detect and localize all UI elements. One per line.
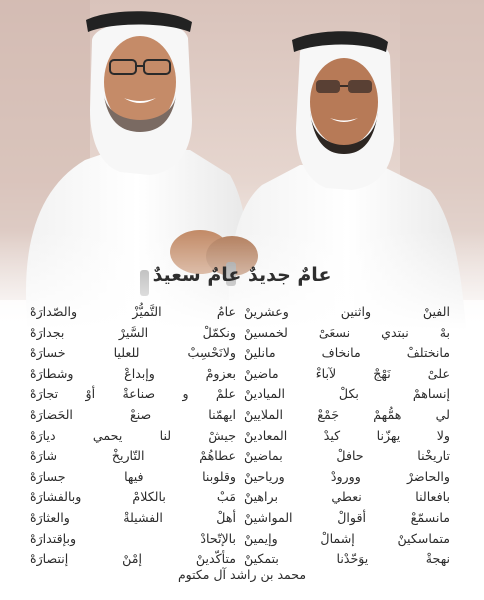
poem-second-hemistich: ونكمّلْ السَّيرْ بجدارَهْ xyxy=(30,324,236,340)
poem-second-hemistich: جيشْ لنا يحمي ديارَهْ xyxy=(30,427,236,443)
poem-second-hemistich: بالإتّحادْ وبإقتدارَهْ xyxy=(30,530,236,546)
poem-second-hemistich: وقلوبنا فيها جسارَهْ xyxy=(30,468,236,484)
poem-first-hemistich: مانختلفْ مانخاف مانلينْ xyxy=(244,345,450,361)
poem-first-hemistich: مانسمّعْ أقوالْ المواشينْ xyxy=(244,509,450,525)
poem-first-hemistich: والحاضرْ وورودْ ورياحينْ xyxy=(244,468,450,484)
poem-couplet xyxy=(20,446,464,467)
poem-second-hemistich: ولانَحْسِبْ للعليا خسارَهْ xyxy=(30,345,236,361)
poem-couplet xyxy=(20,405,464,426)
poet-signature: محمد بن راشد آل مكتوم xyxy=(177,567,307,582)
poem-couplet xyxy=(20,487,464,508)
poem-second-hemistich: عطاهُمْ التّاريخْ شارَهْ xyxy=(30,448,236,464)
poem-couplet xyxy=(20,508,464,529)
greeting-title: عامٌ جديدٌ عامٌ سعيدٌ xyxy=(152,264,332,286)
poem-first-hemistich: تاريخْنا حافلْ بماضينْ xyxy=(244,448,450,464)
poem-second-hemistich: ايهمّنا صنعْ الحَضارَهْ xyxy=(30,406,236,422)
poem-first-hemistich: نهجةْ يوَحّدْنا بتمكينْ xyxy=(244,551,450,567)
poem-second-hemistich: متأكّدينْ إمْنْ إنتصارَهْ xyxy=(30,551,236,567)
poem-first-hemistich: بهْ نبتدي نسعَىْ لخمسينْ xyxy=(244,324,450,340)
poem-second-hemistich: عامُ التَّميُّزْ والصّدارَهْ xyxy=(30,304,236,319)
poem-second-hemistich: أهلْ الفشيلةْ والعثارَهْ xyxy=(30,509,236,525)
poem-couplet xyxy=(20,343,464,364)
poem-couplet xyxy=(20,364,464,385)
poem-first-hemistich: الفينْ واثنين وعشرينْ xyxy=(244,304,450,319)
poem-couplet xyxy=(20,384,464,405)
poem-first-hemistich: ولا يهزّنا كيدْ المعادينْ xyxy=(244,427,450,443)
poem-first-hemistich: بافعالنا نعطي براهينْ xyxy=(244,489,450,505)
poem-first-hemistich: لي همُّهمْ جَمْعْ الملايينْ xyxy=(244,406,450,422)
poem-couplet xyxy=(20,323,464,344)
poem-second-hemistich: علمْ و صناعةْ أوْ تجارَهْ xyxy=(30,386,236,402)
poem-second-hemistich: بعزومْ وإبداعْ وشطارَهْ xyxy=(30,365,236,381)
poem-first-hemistich: علىْ نَهْجْ لآباءْ ماضينْ xyxy=(244,365,450,381)
poem-couplet xyxy=(20,302,464,323)
poem-second-hemistich: مَبْ بالكلامْ وبالفشارَهْ xyxy=(30,489,236,505)
poem-couplet xyxy=(20,467,464,488)
poem-first-hemistich: إنساهمْ بكلْ الميادينْ xyxy=(244,386,450,402)
poem-couplet xyxy=(20,426,464,447)
poem xyxy=(20,302,464,570)
poem-first-hemistich: متماسكينْ إشمالْ وإيمينْ xyxy=(244,530,450,546)
poem-couplet xyxy=(20,529,464,550)
